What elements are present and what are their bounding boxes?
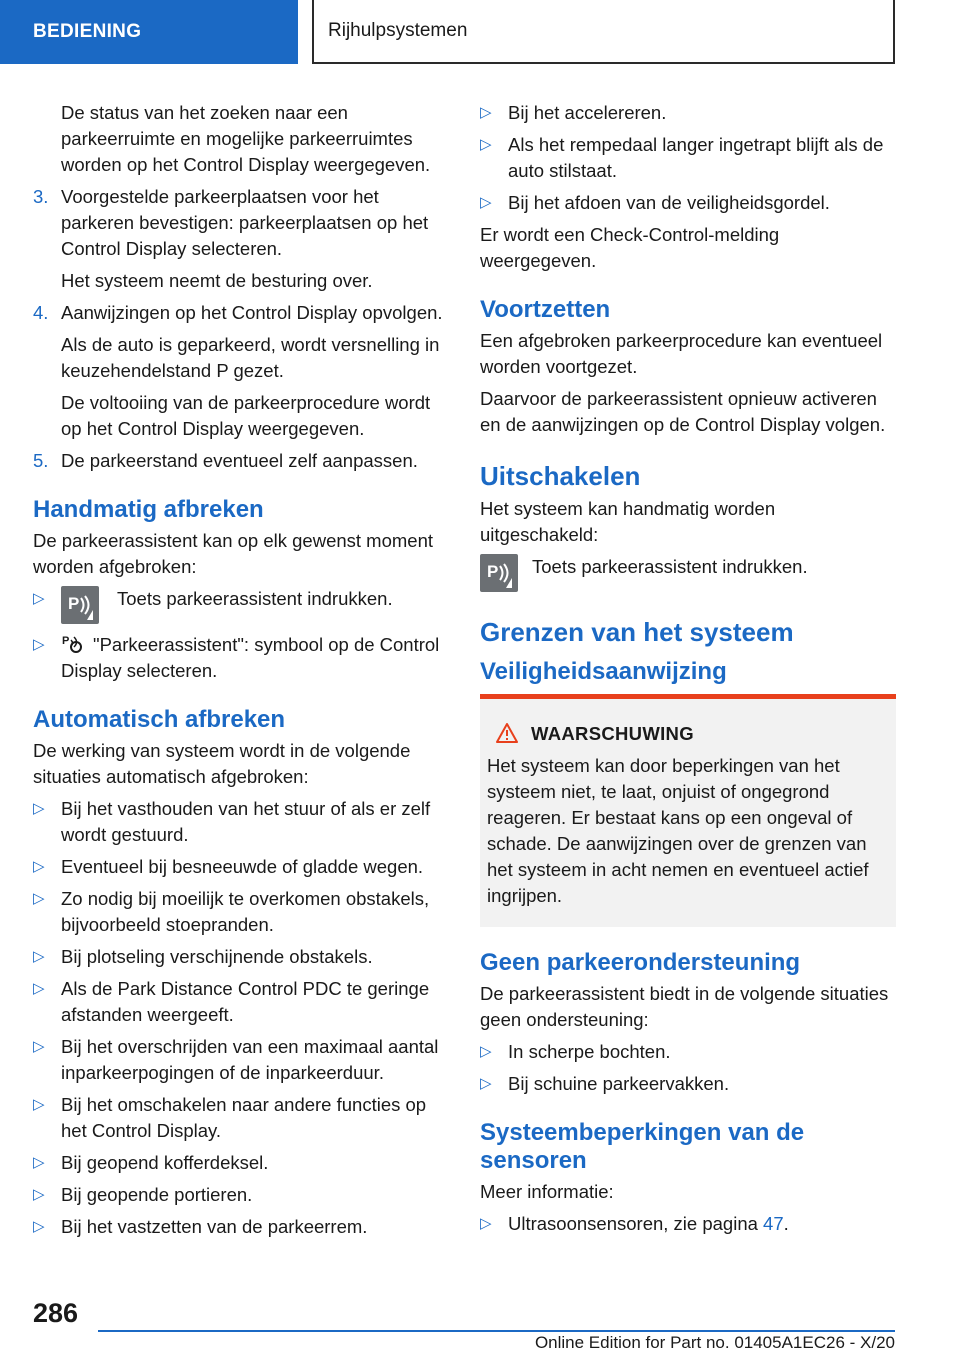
list-item <box>33 976 447 1028</box>
step-4 <box>33 300 447 442</box>
heading-system-limits: Grenzen van het systeem <box>480 617 794 647</box>
bullet-text: Toets parkeerassistent indrukken. <box>117 588 393 609</box>
bullet-text: Bij het vastzetten van de parkeerrem. <box>61 1216 368 1237</box>
check-control-text: Er wordt een Check-Control-melding weergegeven. <box>480 224 780 271</box>
svg-text:P: P <box>62 635 70 647</box>
warning-title <box>487 721 888 747</box>
list-item <box>480 100 896 126</box>
svg-text:P: P <box>487 562 499 581</box>
step-5 <box>33 448 447 474</box>
list-item <box>480 1071 896 1097</box>
list-item <box>33 944 447 970</box>
switch-off-instruction <box>480 554 896 594</box>
bullet-text: Als het rempedaal langer ingetrapt blijft als de auto stilstaat. <box>508 134 884 181</box>
step-number: 3. <box>33 186 49 207</box>
switch-off-text: Het systeem kan handmatig worden uitgeschakeld: <box>480 498 776 545</box>
heading-resume: Voortzetten <box>480 296 611 323</box>
step-text: Als de auto is geparkeerd, wordt versnelling in keuzehendelstand P gezet. <box>61 334 440 381</box>
bullet-text: In scherpe bochten. <box>508 1041 671 1062</box>
bullet-text-suffix: . <box>783 1213 789 1234</box>
bullet-triangle-icon: ▷ <box>480 1075 492 1092</box>
resume-text-1: Een afgebroken parkeerprocedure kan eventueel worden voortgezet. <box>480 330 883 377</box>
list-item <box>33 1182 447 1208</box>
right-column <box>480 100 896 1243</box>
park-assist-button-icon <box>61 586 99 624</box>
bullet-text: Als de Park Distance Control PDC te geringe afstanden weergeeft. <box>61 978 430 1025</box>
park-assist-symbol-icon <box>61 632 85 654</box>
bullet-triangle-icon: ▷ <box>480 1043 492 1060</box>
bullet-triangle-icon: ▷ <box>480 136 492 153</box>
bullet-triangle-icon: ▷ <box>480 1215 492 1232</box>
bullet-text: Bij het vasthouden van het stuur of als er zelf wordt gestuurd. <box>61 798 431 845</box>
page-header <box>0 0 960 66</box>
step-number: 4. <box>33 302 49 323</box>
bullet-triangle-icon: ▷ <box>33 590 45 607</box>
resume-text-2: Daarvoor de parkeerassistent opnieuw activeren en de aanwijzingen op de Control Display volgen. <box>480 388 886 435</box>
step-text: Voorgestelde parkeerplaatsen voor het parkeren bevestigen: parkeerplaatsen op het Control Display selecteren. <box>61 186 429 259</box>
bullet-triangle-icon: ▷ <box>33 636 45 653</box>
bullet-text: Bij plotseling verschijnende obstakels. <box>61 946 373 967</box>
bullet-text: Bij het accelereren. <box>508 102 667 123</box>
sensor-text: Meer informatie: <box>480 1181 614 1202</box>
svg-text:P: P <box>68 594 80 613</box>
auto-cancel-text: De werking van systeem wordt in de volgende situaties automatisch afgebroken: <box>33 740 411 787</box>
bullet-text: Bij geopende portieren. <box>61 1184 253 1205</box>
bullet-triangle-icon: ▷ <box>33 1038 45 1055</box>
bullet-triangle-icon: ▷ <box>33 1186 45 1203</box>
list-item <box>33 1214 447 1240</box>
no-support-text: De parkeerassistent biedt in de volgende situaties geen ondersteuning: <box>480 983 889 1030</box>
bullet-symbol <box>33 632 447 684</box>
list-item <box>480 1211 896 1237</box>
step-3 <box>33 184 447 294</box>
heading-no-support: Geen parkeerondersteuning <box>480 949 801 976</box>
bullet-triangle-icon: ▷ <box>33 948 45 965</box>
warning-text: Het systeem kan door beperkingen van het systeem niet, te laat, onjuist of ongegrond reageren. Er bestaat kans op een ongeval of schade. De aanwijzingen over de grenzen van het systeem in acht nemen en eventueel actief ingrijpen. <box>487 755 869 906</box>
heading-manual-cancel: Handmatig afbreken <box>33 496 264 523</box>
section-tab: BEDIENING <box>0 0 298 64</box>
chapter-tab: Rijhulpsystemen <box>312 0 895 64</box>
intro-paragraph: De status van het zoeken naar een parkeerruimte en mogelijke parkeerruimtes worden op het Control Display weergegeven. <box>61 102 431 175</box>
bullet-text: Eventueel bij besneeuwde of gladde wegen. <box>61 856 424 877</box>
bullet-text: Ultrasoonsensoren, zie pagina <box>508 1213 764 1234</box>
park-assist-button-icon <box>480 554 518 592</box>
list-item <box>33 1150 447 1176</box>
bullet-triangle-icon: ▷ <box>480 194 492 211</box>
bullet-text: Bij het omschakelen naar andere functies op het Control Display. <box>61 1094 427 1141</box>
heading-switch-off: Uitschakelen <box>480 461 641 491</box>
left-column <box>33 100 447 1246</box>
bullet-triangle-icon: ▷ <box>33 1096 45 1113</box>
bullet-text: Bij schuine parkeervakken. <box>508 1073 730 1094</box>
list-item <box>480 190 896 216</box>
bullet-triangle-icon: ▷ <box>33 800 45 817</box>
bullet-text: Bij geopend kofferdeksel. <box>61 1152 269 1173</box>
bullet-button <box>33 586 447 626</box>
bullet-text: "Parkeerassistent": symbool op de Control Display selecteren. <box>61 634 440 681</box>
list-item <box>480 132 896 184</box>
instruction-text: Toets parkeerassistent indrukken. <box>532 556 808 577</box>
warning-title-text: WAARSCHUWING <box>531 723 694 744</box>
list-item <box>480 1039 896 1065</box>
step-text: De voltooiing van de parkeerprocedure wordt op het Control Display weergegeven. <box>61 392 431 439</box>
warning-triangle-icon <box>495 722 519 744</box>
page-link[interactable]: 47 <box>763 1213 784 1234</box>
list-item <box>33 1034 447 1086</box>
heading-sensor-limits: Systeembeperkingen van de sensoren <box>480 1119 805 1174</box>
bullet-text: Bij het afdoen van de veiligheidsgordel. <box>508 192 830 213</box>
bullet-triangle-icon: ▷ <box>33 980 45 997</box>
list-item <box>33 886 447 938</box>
list-item <box>33 854 447 880</box>
step-text: Aanwijzingen op het Control Display opvolgen. <box>61 302 443 323</box>
bullet-triangle-icon: ▷ <box>33 890 45 907</box>
warning-box <box>480 694 896 927</box>
footer-edition: Online Edition for Part no. 01405A1EC26 - X/20 <box>534 1333 895 1352</box>
bullet-triangle-icon: ▷ <box>33 858 45 875</box>
heading-auto-cancel: Automatisch afbreken <box>33 706 286 733</box>
list-item <box>33 796 447 848</box>
step-text: De parkeerstand eventueel zelf aanpassen. <box>61 450 418 471</box>
bullet-text: Zo nodig bij moeilijk te overkomen obstakels, bijvoorbeeld stoepranden. <box>61 888 430 935</box>
bullet-triangle-icon: ▷ <box>480 104 492 121</box>
heading-safety: Veiligheidsaanwijzing <box>480 658 727 685</box>
step-number: 5. <box>33 450 49 471</box>
bullet-text: Bij het overschrijden van een maximaal aantal inparkeerpogingen of de inparkeerduur. <box>61 1036 439 1083</box>
manual-cancel-text: De parkeerassistent kan op elk gewenst moment worden afgebroken: <box>33 530 434 577</box>
footer-divider <box>98 1330 895 1332</box>
bullet-triangle-icon: ▷ <box>33 1154 45 1171</box>
bullet-triangle-icon: ▷ <box>33 1218 45 1235</box>
step-text: Het systeem neemt de besturing over. <box>61 270 373 291</box>
list-item <box>33 1092 447 1144</box>
page-number: 286 <box>33 1298 79 1328</box>
